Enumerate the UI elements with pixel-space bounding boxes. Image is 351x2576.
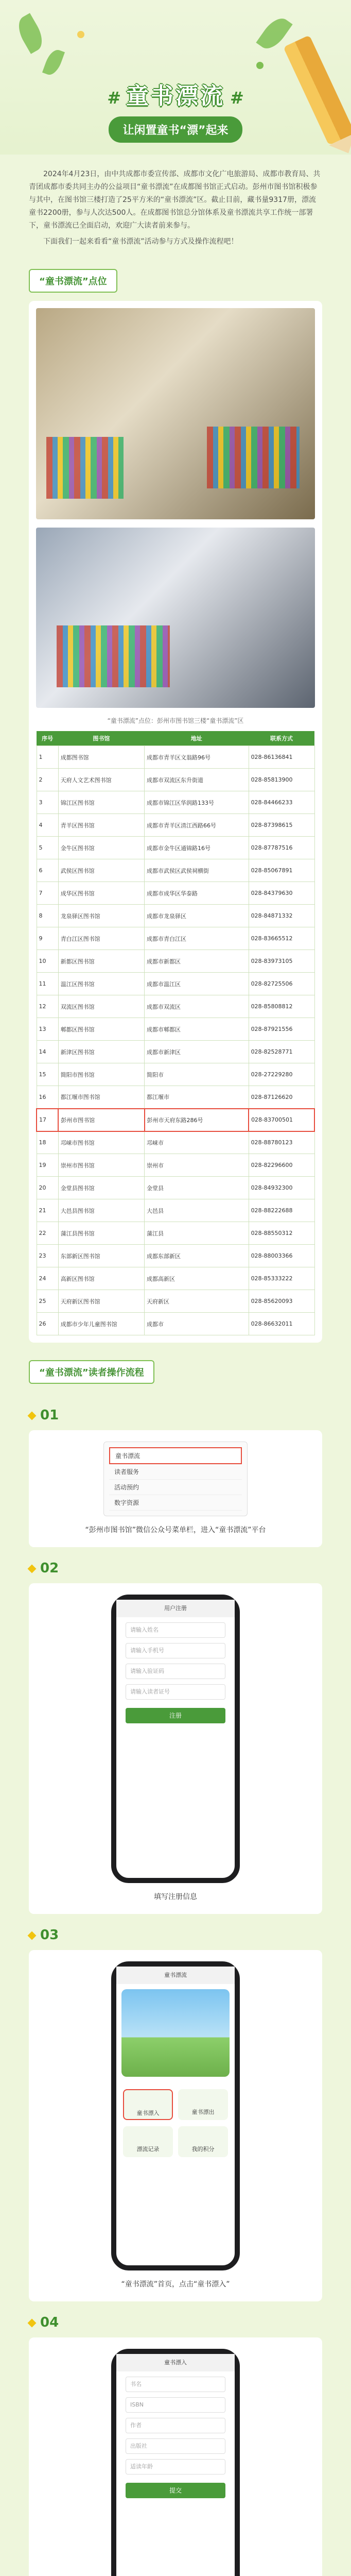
bookshelf: [46, 437, 124, 499]
phone-mockup: [111, 1595, 240, 1883]
table-cell: 028-88780123: [249, 1131, 314, 1154]
table-cell: 028-82725506: [249, 973, 314, 995]
table-cell: 成都市成华区华泰路: [145, 882, 249, 905]
table-cell: 028-85808812: [249, 995, 314, 1018]
table-cell: 天府新区: [145, 1290, 249, 1313]
table-cell: 7: [37, 882, 58, 905]
title-box: [62, 77, 289, 143]
table-header: 图书馆: [58, 731, 144, 746]
table-header: 序号: [37, 731, 58, 746]
table-cell: 锦江区图书馆: [58, 791, 144, 814]
table-cell: 24: [37, 1267, 58, 1290]
phone-mockup: [111, 2349, 240, 2576]
wechat-menu: [103, 1442, 248, 1516]
table-cell: 028-86136841: [249, 746, 314, 769]
table-cell: 1: [37, 746, 58, 769]
table-cell: 成都高新区: [145, 1267, 249, 1290]
table-cell: 25: [37, 1290, 58, 1313]
page-subtitle: 让闲置童书“漂”起来: [109, 116, 243, 143]
header-banner: [0, 0, 351, 155]
hash-icon: #: [230, 88, 244, 108]
table-cell: 9: [37, 927, 58, 950]
table-cell: 8: [37, 905, 58, 927]
table-cell: 028-88003366: [249, 1245, 314, 1267]
table-row: [37, 746, 314, 769]
phone-field[interactable]: 请输入手机号: [126, 1643, 225, 1658]
table-row: [37, 1018, 314, 1041]
table-cell: 邛崃市图书馆: [58, 1131, 144, 1154]
table-row: [37, 973, 314, 995]
table-cell: 成都市青羊区清江西路66号: [145, 814, 249, 837]
table-cell: 东部新区图书馆: [58, 1245, 144, 1267]
table-cell: 028-87126620: [249, 1086, 314, 1109]
table-cell: 新都区图书馆: [58, 950, 144, 973]
table-cell: 天府人文艺术图书馆: [58, 769, 144, 791]
table-cell: 青羊区图书馆: [58, 814, 144, 837]
table-cell: 3: [37, 791, 58, 814]
table-cell: 成都市温江区: [145, 973, 249, 995]
card-field[interactable]: 请输入读者证号: [126, 1684, 225, 1700]
dot-icon: [256, 62, 264, 69]
phone-mockup: [111, 1961, 240, 2270]
table-cell: 15: [37, 1063, 58, 1086]
app-banner: [121, 1989, 230, 2077]
step-card: [29, 1583, 322, 1914]
table-cell: 028-85813900: [249, 769, 314, 791]
grid-item-piaoru[interactable]: 童书漂入: [123, 2089, 172, 2120]
table-cell: 彭州市图书馆: [58, 1109, 144, 1131]
table-cell: 青白江区图书馆: [58, 927, 144, 950]
table-cell: 都江堰市图书馆: [58, 1086, 144, 1109]
table-cell: 028-84871332: [249, 905, 314, 927]
table-cell: 5: [37, 837, 58, 859]
table-cell: 028-85333222: [249, 1267, 314, 1290]
table-cell: 028-86632011: [249, 1313, 314, 1335]
table-cell: 大邑县图书馆: [58, 1199, 144, 1222]
table-cell: 高新区图书馆: [58, 1267, 144, 1290]
table-cell: 028-83665512: [249, 927, 314, 950]
intro-paragraph: 下面我们一起来看看“童书漂流”活动参与方式及操作流程吧！: [43, 238, 238, 246]
table-cell: 新津区图书馆: [58, 1041, 144, 1063]
table-cell: 金堂县: [145, 1177, 249, 1199]
table-cell: 双流区图书馆: [58, 995, 144, 1018]
step-caption: “童书漂流”首页，点击“童书漂入”: [121, 2280, 230, 2289]
table-cell: 028-84466233: [249, 791, 314, 814]
table-cell: 龙泉驿区图书馆: [58, 905, 144, 927]
table-cell: 金堂县图书馆: [58, 1177, 144, 1199]
name-field[interactable]: 请输入姓名: [126, 1622, 225, 1638]
table-cell: 武侯区图书馆: [58, 859, 144, 882]
table-cell: 天府新区图书馆: [58, 1290, 144, 1313]
table-cell: 028-85620093: [249, 1290, 314, 1313]
table-cell: 028-87921556: [249, 1018, 314, 1041]
table-cell: 20: [37, 1177, 58, 1199]
table-cell: 郫都区图书馆: [58, 1018, 144, 1041]
section-steps-label: “童书漂流”读者操作流程: [29, 1360, 154, 1384]
table-cell: 028-84932300: [249, 1177, 314, 1199]
code-field[interactable]: 请输入验证码: [126, 1664, 225, 1679]
table-row: [37, 1199, 314, 1222]
table-cell: 温江区图书馆: [58, 973, 144, 995]
table-row: [37, 1222, 314, 1245]
table-cell: 028-82528771: [249, 1041, 314, 1063]
table-cell: 19: [37, 1154, 58, 1177]
table-cell: 028-82296600: [249, 1154, 314, 1177]
hash-icon: #: [107, 88, 121, 108]
table-cell: 17: [37, 1109, 58, 1131]
step-number: 01: [29, 1408, 322, 1423]
dot-icon: [77, 31, 84, 38]
table-row: [37, 814, 314, 837]
table-cell: 成都市青白江区: [145, 927, 249, 950]
table-cell: 蒲江县图书馆: [58, 1222, 144, 1245]
table-cell: 10: [37, 950, 58, 973]
menu-item-tongshu[interactable]: 童书漂流: [109, 1447, 242, 1464]
bookshelf-photo: [36, 528, 315, 708]
step-04: [29, 2315, 322, 2576]
photo-caption: “童书漂流”点位：彭州市图书馆三楼“童书漂流”区: [107, 717, 244, 724]
step-01: [29, 1408, 322, 1547]
menu-item[interactable]: 活动预约: [109, 1480, 242, 1495]
table-row: [37, 995, 314, 1018]
table-row: [37, 1063, 314, 1086]
grid-item[interactable]: 漂流记录: [123, 2126, 172, 2157]
table-cell: 成都市: [145, 1313, 249, 1335]
leaf-icon: [13, 13, 48, 54]
table-cell: 6: [37, 859, 58, 882]
step-number: 03: [29, 1927, 322, 1943]
app-title: 童书漂流: [116, 1967, 235, 1984]
table-row: [37, 791, 314, 814]
table-cell: 彭州市天府东路286号: [145, 1109, 249, 1131]
table-cell: 成华区图书馆: [58, 882, 144, 905]
table-cell: 028-85067891: [249, 859, 314, 882]
step-card: [29, 2337, 322, 2576]
table-row: [37, 1245, 314, 1267]
table-cell: 成都市金牛区通锦路16号: [145, 837, 249, 859]
section-locations-label: “童书漂流”点位: [29, 269, 117, 293]
table-cell: 18: [37, 1131, 58, 1154]
table-row: [37, 859, 314, 882]
table-cell: 崇州市图书馆: [58, 1154, 144, 1177]
step-card: [29, 1430, 322, 1547]
age-field[interactable]: 适读年龄: [126, 2459, 225, 2475]
register-button[interactable]: 注册: [126, 1708, 225, 1723]
step-02: [29, 1561, 322, 1914]
table-cell: 028-84379630: [249, 882, 314, 905]
feature-grid: [116, 2082, 235, 2164]
table-cell: 028-88550312: [249, 1222, 314, 1245]
table-cell: 22: [37, 1222, 58, 1245]
grid-item[interactable]: 我的积分: [178, 2126, 227, 2157]
table-cell: 14: [37, 1041, 58, 1063]
step-number: 02: [29, 1561, 322, 1576]
table-cell: 028-87398615: [249, 814, 314, 837]
table-row: [37, 1131, 314, 1154]
table-cell: 028-83973105: [249, 950, 314, 973]
table-header: 联系方式: [249, 731, 314, 746]
table-header: 地址: [145, 731, 249, 746]
table-cell: 21: [37, 1199, 58, 1222]
bookshelf: [207, 427, 300, 488]
table-cell: 11: [37, 973, 58, 995]
table-cell: 金牛区图书馆: [58, 837, 144, 859]
table-row: [37, 1177, 314, 1199]
table-cell: 崇州市: [145, 1154, 249, 1177]
table-row: [37, 1313, 314, 1335]
bookshelf: [57, 625, 170, 687]
phone-title: 童书漂入: [116, 2354, 235, 2371]
table-row: [37, 1290, 314, 1313]
table-cell: 成都市武侯区武侯祠横街: [145, 859, 249, 882]
page-title: # 童书漂流 #: [107, 83, 244, 109]
intro-text: [0, 155, 351, 257]
table-row: [37, 1267, 314, 1290]
table-row: [37, 882, 314, 905]
table-cell: 成都市新津区: [145, 1041, 249, 1063]
table-row: [37, 950, 314, 973]
table-cell: 蒲江县: [145, 1222, 249, 1245]
table-row: [37, 1154, 314, 1177]
table-cell: 23: [37, 1245, 58, 1267]
step-caption: 填写注册信息: [154, 1893, 197, 1901]
table-cell: 成都图书馆: [58, 746, 144, 769]
table-cell: 成都市双流区: [145, 995, 249, 1018]
table-cell: 大邑县: [145, 1199, 249, 1222]
table-cell: 邛崃市: [145, 1131, 249, 1154]
table-cell: 成都市双流区东升街道: [145, 769, 249, 791]
table-cell: 26: [37, 1313, 58, 1335]
submit-button[interactable]: 提交: [126, 2483, 225, 2498]
pencil-icon: [283, 35, 351, 145]
table-row: [37, 905, 314, 927]
table-cell: 16: [37, 1086, 58, 1109]
locations-card: [29, 301, 322, 1343]
table-cell: 028-83700501: [249, 1109, 314, 1131]
step-card: [29, 1950, 322, 2301]
table-cell: 成都市新都区: [145, 950, 249, 973]
table-row: [37, 927, 314, 950]
table-cell: 12: [37, 995, 58, 1018]
intro-paragraph: 2024年4月23日，由中共成都市委宣传部、成都市文化广电旅游局、成都市教育局、共青团成都市委共同主办的公益项目“童书漂流”在成都图书馆正式启动。彭州市图书馆积极参与其中，在图书馆三楼打造了25平方米的“童书漂流”区。截止目前，藏书量9317册，漂流童书2200册，参与人次达500人。在成都图书馆总分馆体系及童书漂流共享工作统一部署下，童书漂流已全面启动，欢迎广大读者前来参与。: [29, 170, 321, 230]
table-cell: 028-27229280: [249, 1063, 314, 1086]
table-cell: 13: [37, 1018, 58, 1041]
table-cell: 都江堰市: [145, 1086, 249, 1109]
step-caption: “彭州市图书馆”微信公众号菜单栏，进入“童书漂流”平台: [85, 1526, 266, 1534]
menu-item[interactable]: 数字资源: [109, 1495, 242, 1511]
publisher-field[interactable]: 出版社: [126, 2438, 225, 2454]
table-cell: 成都市龙泉驿区: [145, 905, 249, 927]
phone-title: 用户注册: [116, 1600, 235, 1617]
table-row: [37, 837, 314, 859]
isbn-field[interactable]: ISBN: [126, 2397, 225, 2413]
locations-table: [36, 731, 315, 1335]
table-cell: 简阳市图书馆: [58, 1063, 144, 1086]
book-title-field[interactable]: 书名: [126, 2377, 225, 2392]
table-cell: 2: [37, 769, 58, 791]
table-cell: 4: [37, 814, 58, 837]
table-row: [37, 769, 314, 791]
table-row: [37, 1041, 314, 1063]
step-03: [29, 1927, 322, 2301]
table-cell: 成都市青羊区文翁路96号: [145, 746, 249, 769]
table-cell: 简阳市: [145, 1063, 249, 1086]
table-cell: 成都东部新区: [145, 1245, 249, 1267]
table-cell: 成都市少年儿童图书馆: [58, 1313, 144, 1335]
author-field[interactable]: 作者: [126, 2418, 225, 2433]
grid-item[interactable]: 童书漂出: [178, 2089, 227, 2120]
menu-item[interactable]: 读者服务: [109, 1464, 242, 1480]
table-cell: 028-88222688: [249, 1199, 314, 1222]
reading-area-photo: [36, 308, 315, 519]
table-cell: 成都市锦江区华润路133号: [145, 791, 249, 814]
leaf-icon: [42, 47, 65, 77]
table-cell: 成都市郫都区: [145, 1018, 249, 1041]
table-cell: 028-87787516: [249, 837, 314, 859]
table-row: [37, 1086, 314, 1109]
table-row: [37, 1109, 314, 1131]
step-number: 04: [29, 2315, 322, 2330]
